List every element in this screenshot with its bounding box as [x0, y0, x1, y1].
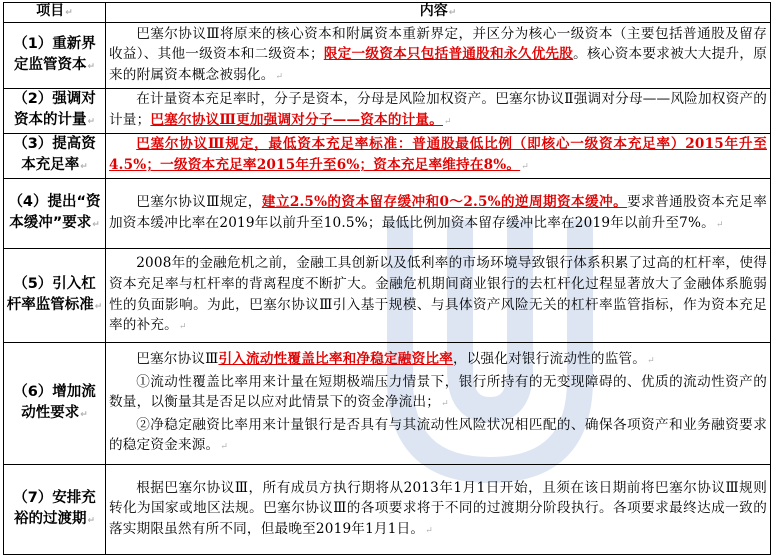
table-row	[4, 343, 771, 465]
row-item-title: （1）重新界定监管资本↵	[4, 23, 106, 89]
cut-off-footer-text	[0, 548, 776, 554]
body-text: ①流动性覆盖比率用来计量在短期极端压力情景下，银行所持有的无变现障碍的、优质的流动性资产的数量，以衡量其是否足以应对此情景下的资金净流出；	[109, 373, 767, 411]
body-text: 巴塞尔协议Ⅲ将原来的核心资本和附属资本重新界定，并区分为核心一级资本（主要包括普通股及留存收益）、其他一级资本和二级资本；	[109, 25, 767, 63]
row-content	[106, 343, 771, 465]
row-item-title: （7）安排充裕的过渡期↵	[4, 465, 106, 555]
body-text: ②净稳定融资比率用来计量银行是否具有与其流动性风险状况相匹配的、确保各项资产和业务融资要求的稳定资金来源。	[109, 416, 767, 454]
table-header-row	[4, 3, 771, 23]
basel-iii-table	[3, 2, 771, 555]
content-paragraph: ①流动性覆盖比率用来计量在短期极端压力情景下，银行所持有的无变现障碍的、优质的流动性资产的数量，以衡量其是否足以应对此情景下的资金净流出；↵	[109, 373, 767, 411]
row-content	[106, 134, 771, 179]
row-content	[106, 23, 771, 89]
content-paragraph: 巴塞尔协议Ⅲ将原来的核心资本和附属资本重新界定，并区分为核心一级资本（主要包括普通股及留存收益）、其他一级资本和二级资本；限定一级资本只包括普通股和永久优先股。核心资本要求被大大提升，原来的附属资本概念被弱化。↵	[109, 25, 767, 83]
row-content	[106, 179, 771, 249]
content-paragraph: 巴塞尔协议Ⅲ引入流动性覆盖比率和净稳定融资比率，以强化对银行流动性的监管。↵	[136, 351, 655, 368]
content-paragraph: ②净稳定融资比率用来计量银行是否具有与其流动性风险状况相匹配的、确保各项资产和业务融资要求的稳定资金来源。↵	[109, 416, 767, 454]
content-paragraph: 巴塞尔协议Ⅲ规定，最低资本充足率标准：普通股最低比例（即核心一级资本充足率）2015年升至4.5%；一级资本充足率2015年升至6%；资本充足率维持在8%。↵	[109, 136, 767, 173]
table-row	[4, 249, 771, 343]
table-row	[4, 89, 771, 134]
row-item-title: （4）提出“资本缓冲”要求↵	[4, 179, 106, 249]
table-row	[4, 179, 771, 249]
highlighted-text: 建立2.5%的资本留存缓冲和0～2.5%的逆周期资本缓冲。	[261, 193, 628, 210]
body-text: 在计量资本充足率时，分子是资本，分母是风险加权资产。巴塞尔协议Ⅱ强调对分母——风险加权资产的计量；	[109, 91, 767, 128]
row-item-title: （6）增加流动性要求↵	[4, 343, 106, 465]
row-content	[106, 249, 771, 343]
body-text: 要求普通股资本充足率加资本缓冲比率在2019年以前升至10.5%；最低比例加资本留存缓冲比率在2019年以前升至7%。	[109, 193, 767, 231]
body-text: 。核心资本要求被大大提升，原来的附属资本概念被弱化。	[109, 46, 767, 83]
body-text: 巴塞尔协议Ⅲ	[136, 351, 219, 368]
content-paragraph: 巴塞尔协议Ⅲ规定，建立2.5%的资本留存缓冲和0～2.5%的逆周期资本缓冲。要求普通股资本充足率加资本缓冲比率在2019年以前升至10.5%；最低比例加资本留存缓冲比率在2019年以前升至7%。↵	[109, 193, 767, 231]
row-item-title: （2）强调对资本的计量↵	[4, 89, 106, 134]
content-paragraph: 根据巴塞尔协议Ⅲ，所有成员方执行期将从2013年1月1日开始，且须在该日期前将巴塞尔协议Ⅲ规则转化为国家或地区法规。巴塞尔协议Ⅲ的各项要求将于不同的过渡期分阶段执行。各项要求最终达成一致的落实期限虽然有所不同，但最晚至2019年1月1日。↵	[109, 479, 767, 537]
body-text: 巴塞尔协议Ⅲ规定，	[136, 193, 262, 210]
row-item-title: （5）引入杠杆率监管标准↵	[4, 249, 106, 343]
row-content	[106, 89, 771, 134]
content-paragraph: 在计量资本充足率时，分子是资本，分母是风险加权资产。巴塞尔协议Ⅱ强调对分母——风险加权资产的计量；巴塞尔协议Ⅲ更加强调对分子——资本的计量。↵	[109, 91, 767, 128]
table-row	[4, 134, 771, 179]
highlighted-text: 巴塞尔协议Ⅲ更加强调对分子——资本的计量。	[150, 112, 444, 128]
body-text: ，以强化对银行流动性的监管。	[452, 351, 647, 368]
body-text: 2008年的金融危机之前，金融工具创新以及低利率的市场环境导致银行体系积累了过高的杠杆率，使得资本充足率与杠杆率的背离程度不断扩大。金融危机期间商业银行的去杠杆化过程显著放大了金融体系脆弱性的负面影响。为此，巴塞尔协议Ⅲ引入基于规模、与具体资产风险无关的杠杆率监管指标，作为资本充足率的补充。	[109, 255, 767, 334]
header-content: 内容↵	[106, 3, 771, 23]
table-row	[4, 23, 771, 89]
header-item: 项目↵	[4, 3, 106, 23]
row-content	[106, 465, 771, 555]
highlighted-text: 巴塞尔协议Ⅲ规定，最低资本充足率标准：普通股最低比例（即核心一级资本充足率）2015年升至4.5%；一级资本充足率2015年升至6%；资本充足率维持在8%。	[109, 136, 767, 173]
highlighted-text: 引入流动性覆盖比率和净稳定融资比率	[218, 351, 453, 368]
table-row	[4, 465, 771, 555]
row-item-title: （3）提高资本充足率↵	[4, 134, 106, 179]
highlighted-text: 限定一级资本只包括普通股和永久优先股	[323, 46, 574, 63]
content-paragraph: 2008年的金融危机之前，金融工具创新以及低利率的市场环境导致银行体系积累了过高的杠杆率，使得资本充足率与杠杆率的背离程度不断扩大。金融危机期间商业银行的去杠杆化过程显著放大了金融体系脆弱性的负面影响。为此，巴塞尔协议Ⅲ引入基于规模、与具体资产风险无关的杠杆率监管指标，作为资本充足率的补充。↵	[109, 255, 767, 334]
body-text: 根据巴塞尔协议Ⅲ，所有成员方执行期将从2013年1月1日开始，且须在该日期前将巴塞尔协议Ⅲ规则转化为国家或地区法规。巴塞尔协议Ⅲ的各项要求将于不同的过渡期分阶段执行。各项要求最终达成一致的落实期限虽然有所不同，但最晚至2019年1月1日。	[109, 479, 767, 537]
